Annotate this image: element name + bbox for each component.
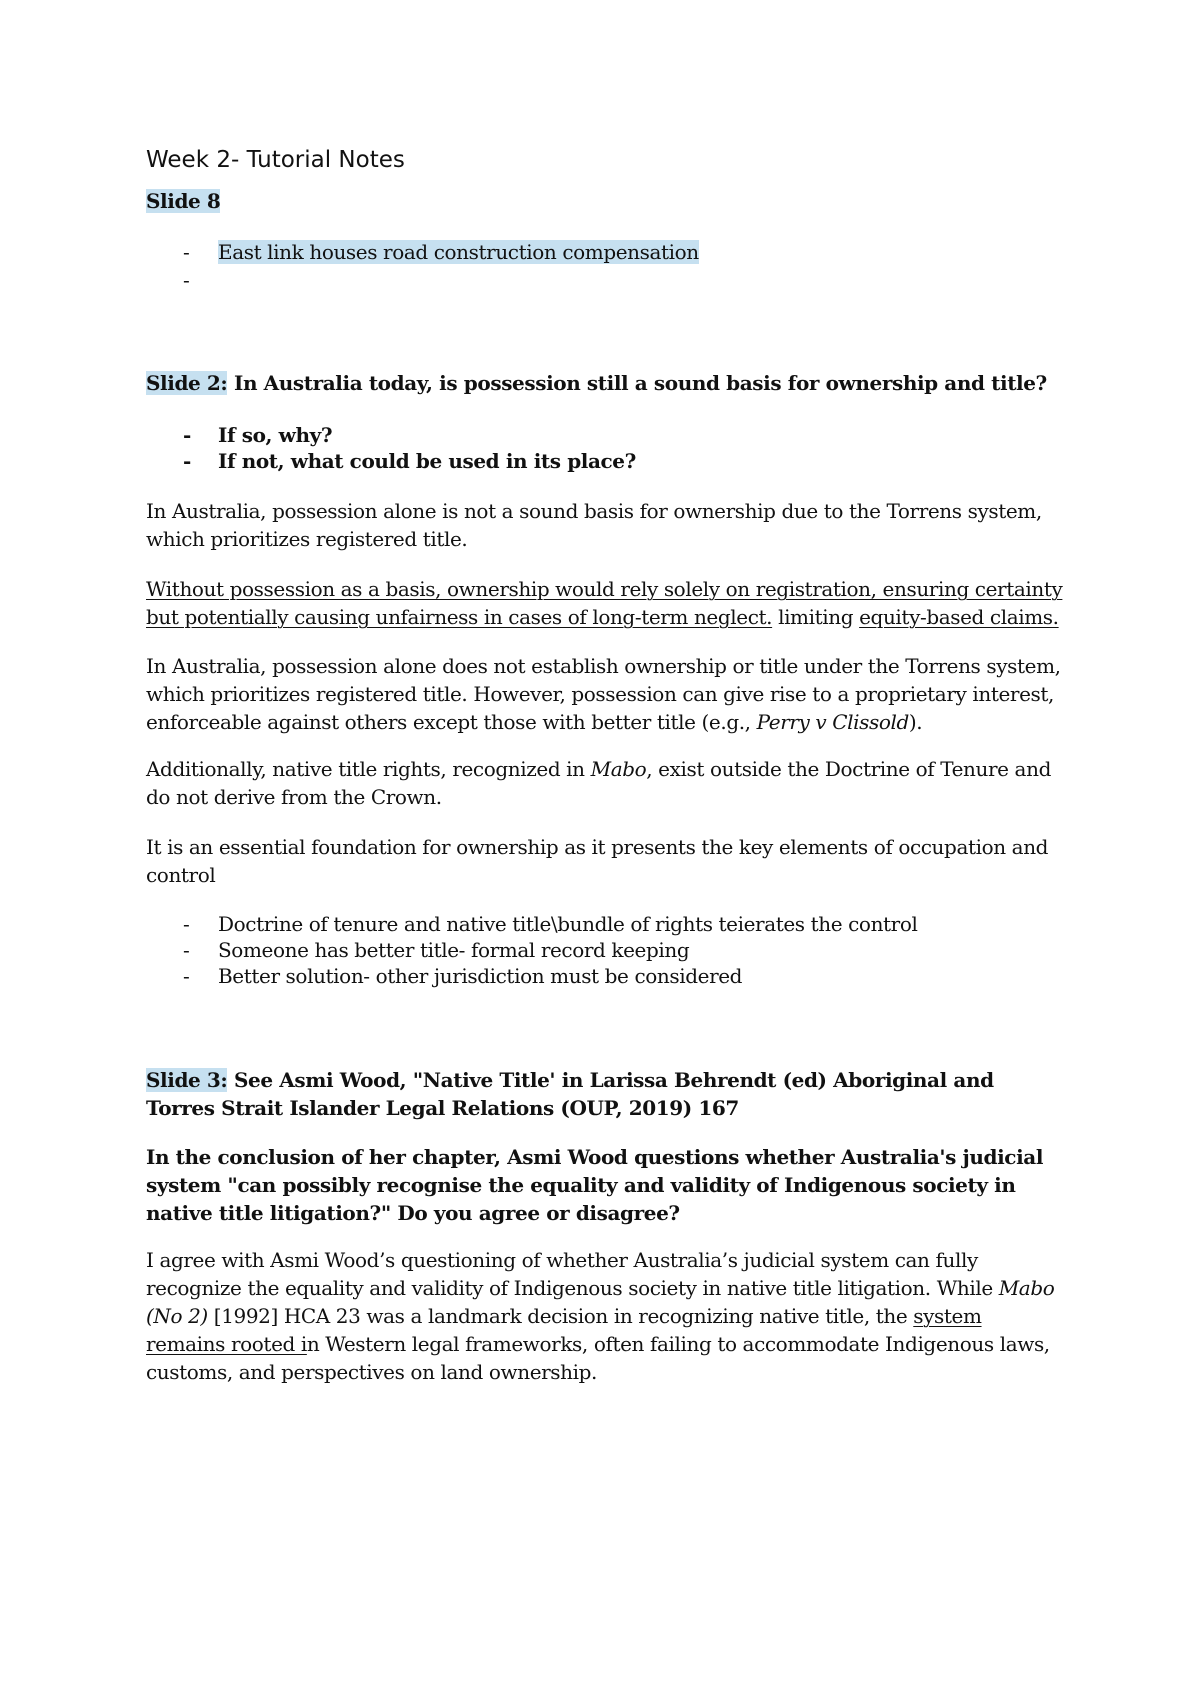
underlined-text: equity-based claims. [859,605,1059,629]
slide2-paragraph-5: It is an essential foundation for ownership as it presents the key elements of occupation and control [146,835,1049,887]
slide3-label: Slide 3: [146,1068,228,1092]
slide2-question: In Australia today, is possession still a sound basis for ownership and title? [234,371,1047,395]
slide2-bullet2-1: Doctrine of tenure and native title\bundle of rights teierates the control [218,912,918,936]
slide8-heading-text: Slide 8 [146,189,221,213]
paragraph-text: I agree with Asmi Wood’s questioning of whether Australia’s judicial system can fully recognize the equality and validity of Indigenous society in native title litigation. While [146,1248,999,1300]
bullet-dash: - [183,240,190,264]
underlined-text: Without possession as a basis, ownership would rely solely on registration, ensuring certainty but potentially causing unfairness in cases of long-term neglect. [146,577,1063,629]
slide8-bullet-1 [218,238,1078,266]
slide2-paragraph-1: In Australia, possession alone is not a sound basis for ownership due to the Torrens system, which prioritizes registered title. [146,499,1042,551]
slide2-bullet2-2: Someone has better title- formal record keeping [218,938,690,962]
slide3-reference: See Asmi Wood, "Native Title' in Larissa Behrendt (ed) Aboriginal and Torres Strait Islander Legal Relations (OUP, 2019) 167 [146,1068,994,1120]
slide2-label: Slide 2: [146,371,228,395]
slide2-paragraph-3 [146,652,1066,736]
slide2-bullet-2: If not, what could be used in its place? [218,449,636,473]
paragraph-text: In Australia, possession alone does not establish ownership or title under the Torrens system, which prioritizes registered title. However, possession can give rise to a proprietary interest, enforceable against others except those with better title (e.g., [146,654,1061,734]
slide3-answer [146,1246,1066,1386]
slide3-heading [146,1066,1066,1122]
paragraph-text: limiting [772,605,860,629]
slide8-heading [146,187,1066,215]
bullet-dash: - [183,912,190,936]
case-name: Perry v Clissold [756,710,909,734]
slide2-paragraph-4 [146,755,1066,811]
document-title: Week 2- Tutorial Notes [146,147,405,173]
slide3-question: In the conclusion of her chapter, Asmi Wood questions whether Australia's judicial system "can possibly recognise the equality and validity of Indigenous society in native title litigation?" Do you agree or disagree? [146,1145,1044,1225]
paragraph-text: ). [908,710,923,734]
case-name: Mabo (No 2) [146,1276,1055,1328]
case-name: Mabo [590,757,647,781]
slide2-bullet-1: If so, why? [218,423,333,447]
bullet-dash: - [183,964,190,988]
slide2-heading [146,369,1066,397]
bullet-dash: - [183,938,190,962]
bullet-dash: - [183,449,192,473]
paragraph-text: n Western legal frameworks, often failing to accommodate Indigenous laws, customs, and perspectives on land ownership. [146,1332,1050,1384]
slide8-bullet-1-text: East link houses road construction compensation [218,240,699,264]
paragraph-text: Additionally, native title rights, recognized in [146,757,591,781]
slide2-bullet2-3: Better solution- other jurisdiction must be considered [218,964,743,988]
bullet-dash: - [183,423,192,447]
slide2-paragraph-2 [146,575,1066,631]
bullet-dash: - [183,268,190,292]
paragraph-text: , exist outside the Doctrine of Tenure and do not derive from the Crown. [146,757,1051,809]
underlined-text: system remains rooted i [146,1304,982,1356]
paragraph-text: [1992] HCA 23 was a landmark decision in recognizing native title, the [207,1304,914,1328]
